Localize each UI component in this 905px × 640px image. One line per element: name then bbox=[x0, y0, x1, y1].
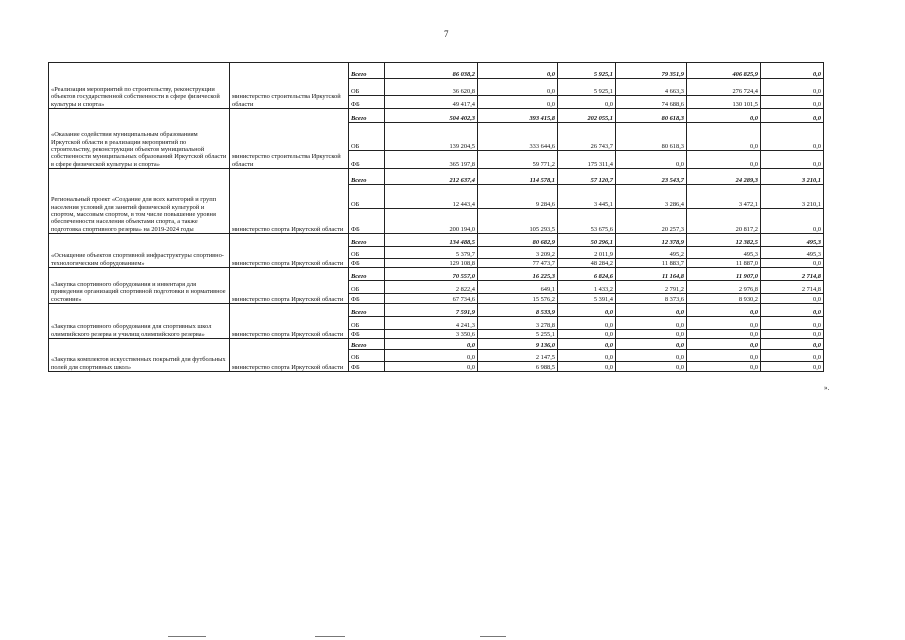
amount-cell: 2 011,9 bbox=[558, 247, 616, 259]
amount-cell: 0,0 bbox=[616, 350, 687, 362]
amount-cell: 9 284,6 bbox=[478, 185, 558, 209]
amount-cell: 0,0 bbox=[761, 339, 824, 350]
amount-cell: 0,0 bbox=[761, 209, 824, 234]
amount-cell: 2 147,5 bbox=[478, 350, 558, 362]
amount-cell: 212 637,4 bbox=[385, 169, 478, 185]
budget-table bbox=[48, 62, 824, 372]
amount-cell: 20 817,2 bbox=[687, 209, 761, 234]
amount-cell: 200 194,0 bbox=[385, 209, 478, 234]
amount-cell: 6 988,5 bbox=[478, 362, 558, 372]
funding-source: Всего bbox=[349, 339, 385, 350]
funding-source: ОБ bbox=[349, 247, 385, 259]
amount-cell: 0,0 bbox=[687, 317, 761, 330]
amount-cell: 20 257,3 bbox=[616, 209, 687, 234]
amount-cell: 0,0 bbox=[616, 304, 687, 317]
amount-cell: 0,0 bbox=[761, 330, 824, 339]
amount-cell: 0,0 bbox=[687, 123, 761, 151]
program-description: «Оказание содействия муниципальным образованиям Иркутской области в реализации мероприятий по строительству, реконструкции объектов муниципальной собственности муниципальных образований Иркутской области в сфере физической культуры и спорта» bbox=[49, 109, 230, 169]
table-row bbox=[49, 339, 824, 350]
amount-cell: 26 743,7 bbox=[558, 123, 616, 151]
amount-cell: 0,0 bbox=[761, 350, 824, 362]
program-description: «Оснащение объектов спортивной инфраструктуры спортивно-технологическим оборудованием» bbox=[49, 234, 230, 268]
funding-source: ОБ bbox=[349, 123, 385, 151]
amount-cell: 406 825,9 bbox=[687, 63, 761, 79]
amount-cell: 0,0 bbox=[761, 123, 824, 151]
amount-cell: 8 373,6 bbox=[616, 294, 687, 304]
program-executor: министерство строительства Иркутской области bbox=[230, 63, 349, 109]
amount-cell: 74 688,6 bbox=[616, 96, 687, 109]
amount-cell: 0,0 bbox=[478, 63, 558, 79]
amount-cell: 0,0 bbox=[558, 350, 616, 362]
amount-cell: 0,0 bbox=[687, 350, 761, 362]
amount-cell: 6 824,6 bbox=[558, 268, 616, 281]
funding-source: Всего bbox=[349, 169, 385, 185]
amount-cell: 3 445,1 bbox=[558, 185, 616, 209]
amount-cell: 77 473,7 bbox=[478, 259, 558, 268]
table-row bbox=[49, 234, 824, 247]
program-description: «Закупка спортивного оборудования для спортивных школ олимпийского резерва и училищ олимпийского резерва» bbox=[49, 304, 230, 339]
amount-cell: 202 055,1 bbox=[558, 109, 616, 123]
amount-cell: 114 578,1 bbox=[478, 169, 558, 185]
program-description: «Реализация мероприятий по строительству, реконструкции объектов государственной собственности в сфере физической культуры и спорта» bbox=[49, 63, 230, 109]
funding-source: ОБ bbox=[349, 79, 385, 96]
amount-cell: 365 197,8 bbox=[385, 151, 478, 169]
amount-cell: 2 714,8 bbox=[761, 281, 824, 294]
amount-cell: 495,3 bbox=[761, 247, 824, 259]
amount-cell: 48 284,2 bbox=[558, 259, 616, 268]
amount-cell: 8 533,9 bbox=[478, 304, 558, 317]
funding-source: ФБ bbox=[349, 294, 385, 304]
amount-cell: 9 136,0 bbox=[478, 339, 558, 350]
amount-cell: 3 286,4 bbox=[616, 185, 687, 209]
amount-cell: 134 488,5 bbox=[385, 234, 478, 247]
amount-cell: 3 350,6 bbox=[385, 330, 478, 339]
amount-cell: 0,0 bbox=[687, 330, 761, 339]
amount-cell: 0,0 bbox=[478, 96, 558, 109]
amount-cell: 0,0 bbox=[761, 96, 824, 109]
amount-cell: 0,0 bbox=[385, 350, 478, 362]
amount-cell: 0,0 bbox=[478, 79, 558, 96]
program-executor: министерство спорта Иркутской области bbox=[230, 304, 349, 339]
funding-source: ФБ bbox=[349, 362, 385, 372]
amount-cell: 1 433,2 bbox=[558, 281, 616, 294]
amount-cell: 0,0 bbox=[687, 339, 761, 350]
funding-source: ФБ bbox=[349, 209, 385, 234]
amount-cell: 67 734,6 bbox=[385, 294, 478, 304]
amount-cell: 11 887,0 bbox=[687, 259, 761, 268]
amount-cell: 276 724,4 bbox=[687, 79, 761, 96]
scan-artifact-line bbox=[168, 636, 206, 637]
amount-cell: 5 255,1 bbox=[478, 330, 558, 339]
scan-artifact-line bbox=[480, 636, 506, 637]
amount-cell: 7 591,9 bbox=[385, 304, 478, 317]
funding-source: ФБ bbox=[349, 96, 385, 109]
amount-cell: 3 210,1 bbox=[761, 169, 824, 185]
amount-cell: 130 101,5 bbox=[687, 96, 761, 109]
amount-cell: 59 771,2 bbox=[478, 151, 558, 169]
program-description: «Закупка спортивного оборудования и инвентаря для приведения организаций спортивной подготовки в нормативное состояние» bbox=[49, 268, 230, 304]
amount-cell: 5 925,1 bbox=[558, 63, 616, 79]
amount-cell: 3 209,2 bbox=[478, 247, 558, 259]
closing-quote-mark: ». bbox=[824, 384, 830, 392]
table-row bbox=[49, 169, 824, 185]
funding-source: Всего bbox=[349, 63, 385, 79]
amount-cell: 0,0 bbox=[558, 304, 616, 317]
amount-cell: 0,0 bbox=[761, 63, 824, 79]
funding-source: Всего bbox=[349, 304, 385, 317]
program-executor: министерство спорта Иркутской области bbox=[230, 234, 349, 268]
amount-cell: 50 296,1 bbox=[558, 234, 616, 247]
amount-cell: 11 907,0 bbox=[687, 268, 761, 281]
page-number: 7 bbox=[444, 29, 449, 39]
funding-source: Всего bbox=[349, 109, 385, 123]
funding-source: ОБ bbox=[349, 317, 385, 330]
amount-cell: 495,3 bbox=[761, 234, 824, 247]
amount-cell: 0,0 bbox=[761, 362, 824, 372]
program-description: «Закупка комплектов искусственных покрытий для футбольных полей для спортивных школ» bbox=[49, 339, 230, 372]
amount-cell: 0,0 bbox=[616, 330, 687, 339]
amount-cell: 2 976,8 bbox=[687, 281, 761, 294]
amount-cell: 36 620,8 bbox=[385, 79, 478, 96]
amount-cell: 12 378,9 bbox=[616, 234, 687, 247]
amount-cell: 80 618,3 bbox=[616, 123, 687, 151]
funding-source: ФБ bbox=[349, 330, 385, 339]
amount-cell: 70 557,0 bbox=[385, 268, 478, 281]
funding-source: ОБ bbox=[349, 350, 385, 362]
funding-source: Всего bbox=[349, 268, 385, 281]
amount-cell: 0,0 bbox=[687, 362, 761, 372]
amount-cell: 16 225,3 bbox=[478, 268, 558, 281]
amount-cell: 11 883,7 bbox=[616, 259, 687, 268]
amount-cell: 0,0 bbox=[558, 317, 616, 330]
amount-cell: 0,0 bbox=[616, 362, 687, 372]
amount-cell: 0,0 bbox=[687, 304, 761, 317]
amount-cell: 0,0 bbox=[616, 151, 687, 169]
amount-cell: 0,0 bbox=[687, 151, 761, 169]
amount-cell: 0,0 bbox=[558, 330, 616, 339]
amount-cell: 2 714,8 bbox=[761, 268, 824, 281]
amount-cell: 495,3 bbox=[687, 247, 761, 259]
amount-cell: 3 278,8 bbox=[478, 317, 558, 330]
amount-cell: 3 210,1 bbox=[761, 185, 824, 209]
amount-cell: 0,0 bbox=[761, 109, 824, 123]
amount-cell: 57 120,7 bbox=[558, 169, 616, 185]
amount-cell: 5 391,4 bbox=[558, 294, 616, 304]
program-executor: министерство спорта Иркутской области bbox=[230, 339, 349, 372]
amount-cell: 15 576,2 bbox=[478, 294, 558, 304]
table-row bbox=[49, 304, 824, 317]
amount-cell: 5 925,1 bbox=[558, 79, 616, 96]
amount-cell: 0,0 bbox=[558, 339, 616, 350]
amount-cell: 0,0 bbox=[761, 317, 824, 330]
table-row bbox=[49, 109, 824, 123]
program-executor: министерство спорта Иркутской области bbox=[230, 268, 349, 304]
amount-cell: 79 351,9 bbox=[616, 63, 687, 79]
amount-cell: 0,0 bbox=[385, 339, 478, 350]
amount-cell: 0,0 bbox=[558, 96, 616, 109]
scan-artifact-line bbox=[315, 636, 345, 637]
amount-cell: 12 382,5 bbox=[687, 234, 761, 247]
amount-cell: 11 164,8 bbox=[616, 268, 687, 281]
amount-cell: 139 204,5 bbox=[385, 123, 478, 151]
amount-cell: 23 543,7 bbox=[616, 169, 687, 185]
amount-cell: 0,0 bbox=[687, 109, 761, 123]
funding-source: Всего bbox=[349, 234, 385, 247]
amount-cell: 175 311,4 bbox=[558, 151, 616, 169]
amount-cell: 333 644,6 bbox=[478, 123, 558, 151]
program-executor: министерство строительства Иркутской области bbox=[230, 109, 349, 169]
amount-cell: 504 402,3 bbox=[385, 109, 478, 123]
program-executor: министерство спорта Иркутской области bbox=[230, 169, 349, 234]
amount-cell: 129 108,8 bbox=[385, 259, 478, 268]
amount-cell: 0,0 bbox=[761, 259, 824, 268]
amount-cell: 0,0 bbox=[761, 79, 824, 96]
amount-cell: 2 791,2 bbox=[616, 281, 687, 294]
amount-cell: 4 663,3 bbox=[616, 79, 687, 96]
amount-cell: 0,0 bbox=[616, 317, 687, 330]
amount-cell: 0,0 bbox=[616, 339, 687, 350]
amount-cell: 0,0 bbox=[385, 362, 478, 372]
table-row bbox=[49, 63, 824, 79]
amount-cell: 12 443,4 bbox=[385, 185, 478, 209]
amount-cell: 4 241,3 bbox=[385, 317, 478, 330]
amount-cell: 105 293,5 bbox=[478, 209, 558, 234]
funding-source: ФБ bbox=[349, 151, 385, 169]
amount-cell: 649,1 bbox=[478, 281, 558, 294]
amount-cell: 393 415,8 bbox=[478, 109, 558, 123]
amount-cell: 0,0 bbox=[558, 362, 616, 372]
amount-cell: 8 930,2 bbox=[687, 294, 761, 304]
amount-cell: 0,0 bbox=[761, 294, 824, 304]
amount-cell: 80 682,9 bbox=[478, 234, 558, 247]
amount-cell: 3 472,1 bbox=[687, 185, 761, 209]
amount-cell: 5 379,7 bbox=[385, 247, 478, 259]
amount-cell: 495,2 bbox=[616, 247, 687, 259]
table-row bbox=[49, 268, 824, 281]
amount-cell: 0,0 bbox=[761, 151, 824, 169]
funding-source: ОБ bbox=[349, 185, 385, 209]
amount-cell: 2 822,4 bbox=[385, 281, 478, 294]
funding-source: ОБ bbox=[349, 281, 385, 294]
funding-source: ФБ bbox=[349, 259, 385, 268]
amount-cell: 86 038,2 bbox=[385, 63, 478, 79]
program-description: Региональный проект «Создание для всех категорий и групп населения условий для занятий физической культурой и спортом, массовым спортом, в том числе повышение уровня обеспеченности населения объектами спорта, а также подготовка спортивного резерва» на 2019-2024 годы bbox=[49, 169, 230, 234]
amount-cell: 80 618,3 bbox=[616, 109, 687, 123]
amount-cell: 49 417,4 bbox=[385, 96, 478, 109]
amount-cell: 0,0 bbox=[761, 304, 824, 317]
amount-cell: 24 289,3 bbox=[687, 169, 761, 185]
amount-cell: 53 675,6 bbox=[558, 209, 616, 234]
